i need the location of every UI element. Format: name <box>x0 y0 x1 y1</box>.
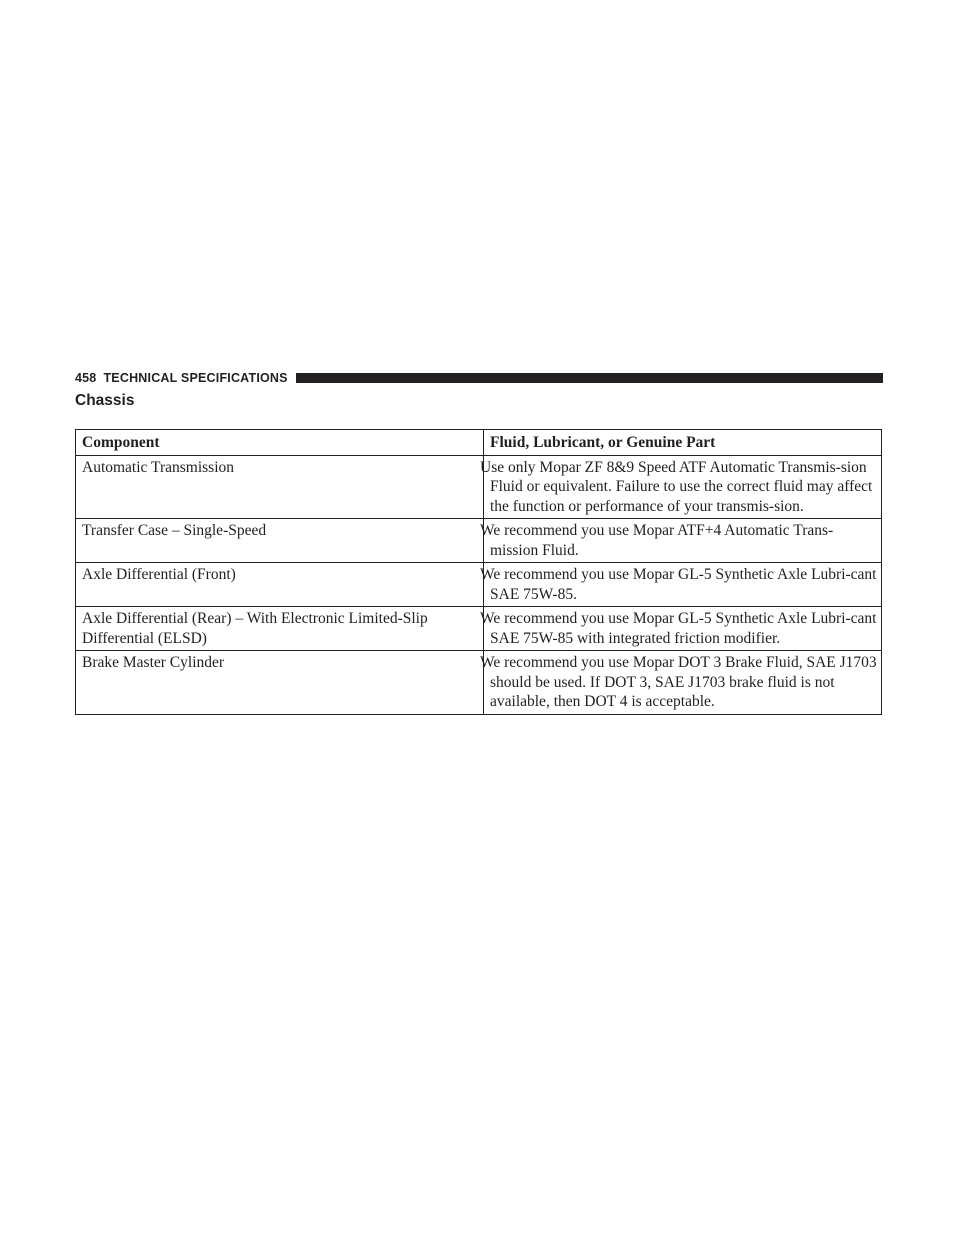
table-header-row <box>76 430 882 456</box>
component-cell: Transfer Case – Single-Speed <box>76 519 484 563</box>
page-number: 458 <box>75 371 97 385</box>
fluid-cell: We recommend you use Mopar GL-5 Synthetic Axle Lubri-cant SAE 75W-85 with integrated friction modifier. <box>484 607 882 651</box>
column-header-fluid: Fluid, Lubricant, or Genuine Part <box>484 430 882 456</box>
fluids-table <box>75 429 882 715</box>
fluid-cell: We recommend you use Mopar ATF+4 Automatic Trans-mission Fluid. <box>484 519 882 563</box>
table-row <box>76 651 882 715</box>
fluid-cell: We recommend you use Mopar GL-5 Synthetic Axle Lubri-cant SAE 75W-85. <box>484 563 882 607</box>
component-cell: Automatic Transmission <box>76 455 484 519</box>
fluid-cell: Use only Mopar ZF 8&9 Speed ATF Automatic Transmis-sion Fluid or equivalent. Failure to use the correct fluid may affect the function or performance of your transmis-sion. <box>484 455 882 519</box>
fluid-cell: We recommend you use Mopar DOT 3 Brake Fluid, SAE J1703 should be used. If DOT 3, SAE J1703 brake fluid is not available, then DOT 4 is acceptable. <box>484 651 882 715</box>
table-row <box>76 455 882 519</box>
table-row <box>76 607 882 651</box>
component-cell: Brake Master Cylinder <box>76 651 484 715</box>
column-header-component: Component <box>76 430 484 456</box>
page-header <box>75 370 883 386</box>
running-head: TECHNICAL SPECIFICATIONS <box>103 371 288 385</box>
component-cell: Axle Differential (Front) <box>76 563 484 607</box>
header-rule <box>296 373 883 383</box>
component-cell: Axle Differential (Rear) – With Electronic Limited-Slip Differential (ELSD) <box>76 607 484 651</box>
table-row <box>76 519 882 563</box>
table-row <box>76 563 882 607</box>
section-title: Chassis <box>75 392 135 409</box>
